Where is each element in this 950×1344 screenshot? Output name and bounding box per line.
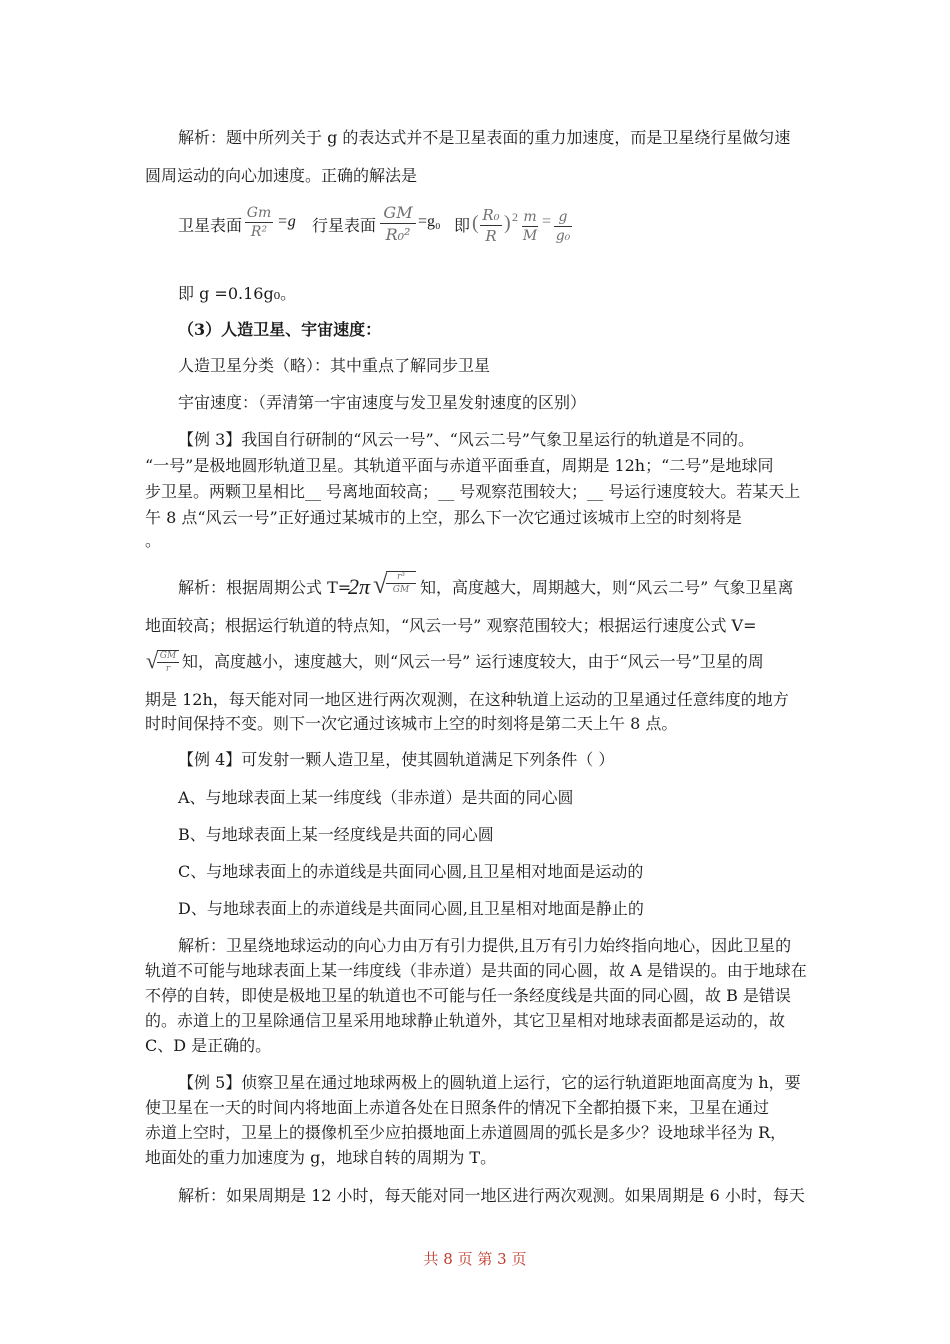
example-5-line-2: 使卫星在一天的时间内将地面上赤道各处在日照条件的情况下全都拍摄下来，卫星在通过: [145, 1098, 770, 1117]
fraction-g-g0: g g₀: [555, 209, 571, 244]
option-a: A、与地球表面上某一纬度线（非赤道）是共面的同心圆: [178, 788, 574, 807]
solution-4-line-4: 的。赤道上的卫星除通信卫星采用地球静止轨道外，其它卫星相对地球表面都是运动的，故: [145, 1011, 786, 1030]
sqrt-r3-GM: r³ GM: [386, 571, 416, 595]
option-d: D、与地球表面上的赤道线是共面同心圆,且卫星相对地面是静止的: [178, 899, 644, 918]
solution-3-line-2: 地面较高；根据运行轨道的特点知，“风云一号” 观察范围较大；根据运行速度公式 V=: [145, 616, 757, 635]
option-b: B、与地球表面上某一经度线是共面的同心圆: [178, 825, 494, 844]
solution-3-line-4: 期是 12h，每天能对同一地区进行两次观测，在这种轨道上运动的卫星通过任意纬度的地方: [145, 690, 789, 709]
example-3-line-5: 。: [145, 531, 162, 550]
paragraph-analysis-cont: 圆周运动的向心加速度。正确的解法是: [145, 166, 418, 185]
example-3-line-2: “一号”是极地圆形轨道卫星。其轨道平面与赤道平面垂直，周期是 12h；“二号”是地球同: [145, 456, 774, 475]
cosmic-velocity: 宇宙速度：（弄清第一宇宙速度与发卫星发射速度的区别）: [178, 393, 587, 412]
example-5-line-4: 地面处的重力加速度为 g，地球自转的周期为 T。: [145, 1148, 497, 1167]
example-3-line-4: 午 8 点“风云一号”正好通过某城市的上空，那么下一次它通过该城市上空的时刻将是: [145, 508, 742, 527]
solution-4-line-5: C、D 是正确的。: [145, 1036, 272, 1055]
option-c: C、与地球表面上的赤道线是共面同心圆,且卫星相对地面是运动的: [178, 862, 644, 881]
section-heading: （3）人造卫星、宇宙速度：: [178, 320, 382, 339]
solution-4-line-3: 不停的自转，即使是极地卫星的轨道也不可能与任一条经度线是共面的同心圆，故 B 是错误: [145, 986, 791, 1005]
sqrt-GM-r: GM r: [157, 650, 179, 674]
fraction-gm-r2: Gm R²: [246, 205, 272, 240]
example-5-line-1: 【例 5】侦察卫星在通过地球两极上的圆轨道上运行，它的运行轨道距地面高度为 h，要: [178, 1073, 801, 1092]
example-4: 【例 4】可发射一颗人造卫星，使其圆轨道满足下列条件（ ）: [178, 750, 615, 769]
example-3-line-3: 步卫星。两颗卫星相比__ 号离地面较高；__ 号观察范围较大；__ 号运行速度较大。若某天上: [145, 482, 801, 501]
page-footer: 共 8 页 第 3 页: [423, 1250, 527, 1268]
example-3-line-1: 【例 3】我国自行研制的“风云一号”、“风云二号”气象卫星运行的轨道是不同的。: [178, 430, 754, 449]
solution-3-line-5: 时时间保持不变。则下一次它通过该城市上空的时刻将是第二天上午 8 点。: [145, 714, 678, 733]
result-line: 即 g =0.16g₀。: [178, 284, 297, 303]
example-5-line-3: 赤道上空时，卫星上的摄像机至少应拍摄地面上赤道圆周的弧长是多少？设地球半径为 R，: [145, 1123, 787, 1142]
satellite-classification: 人造卫星分类（略）：其中重点了解同步卫星: [178, 356, 491, 375]
fraction-m-M: m M: [522, 209, 538, 244]
solution-5-line-1: 解析：如果周期是 12 小时，每天能对同一地区进行两次观测。如果周期是 6 小时，每天: [178, 1186, 805, 1205]
paragraph-analysis: 解析：题中所列关于 g 的表达式并不是卫星表面的重力加速度，而是卫星绕行星做匀速: [178, 128, 791, 147]
fraction-GM-R02: GM R₀²: [380, 203, 416, 244]
solution-4-line-1: 解析：卫星绕地球运动的向心力由万有引力提供,且万有引力始终指向地心，因此卫星的: [178, 936, 792, 955]
fraction-R0-R: R₀ R: [480, 206, 502, 245]
solution-4-line-2: 轨道不可能与地球表面上某一纬度线（非赤道）是共面的同心圆，故 A 是错误的。由于地球在: [145, 961, 807, 980]
